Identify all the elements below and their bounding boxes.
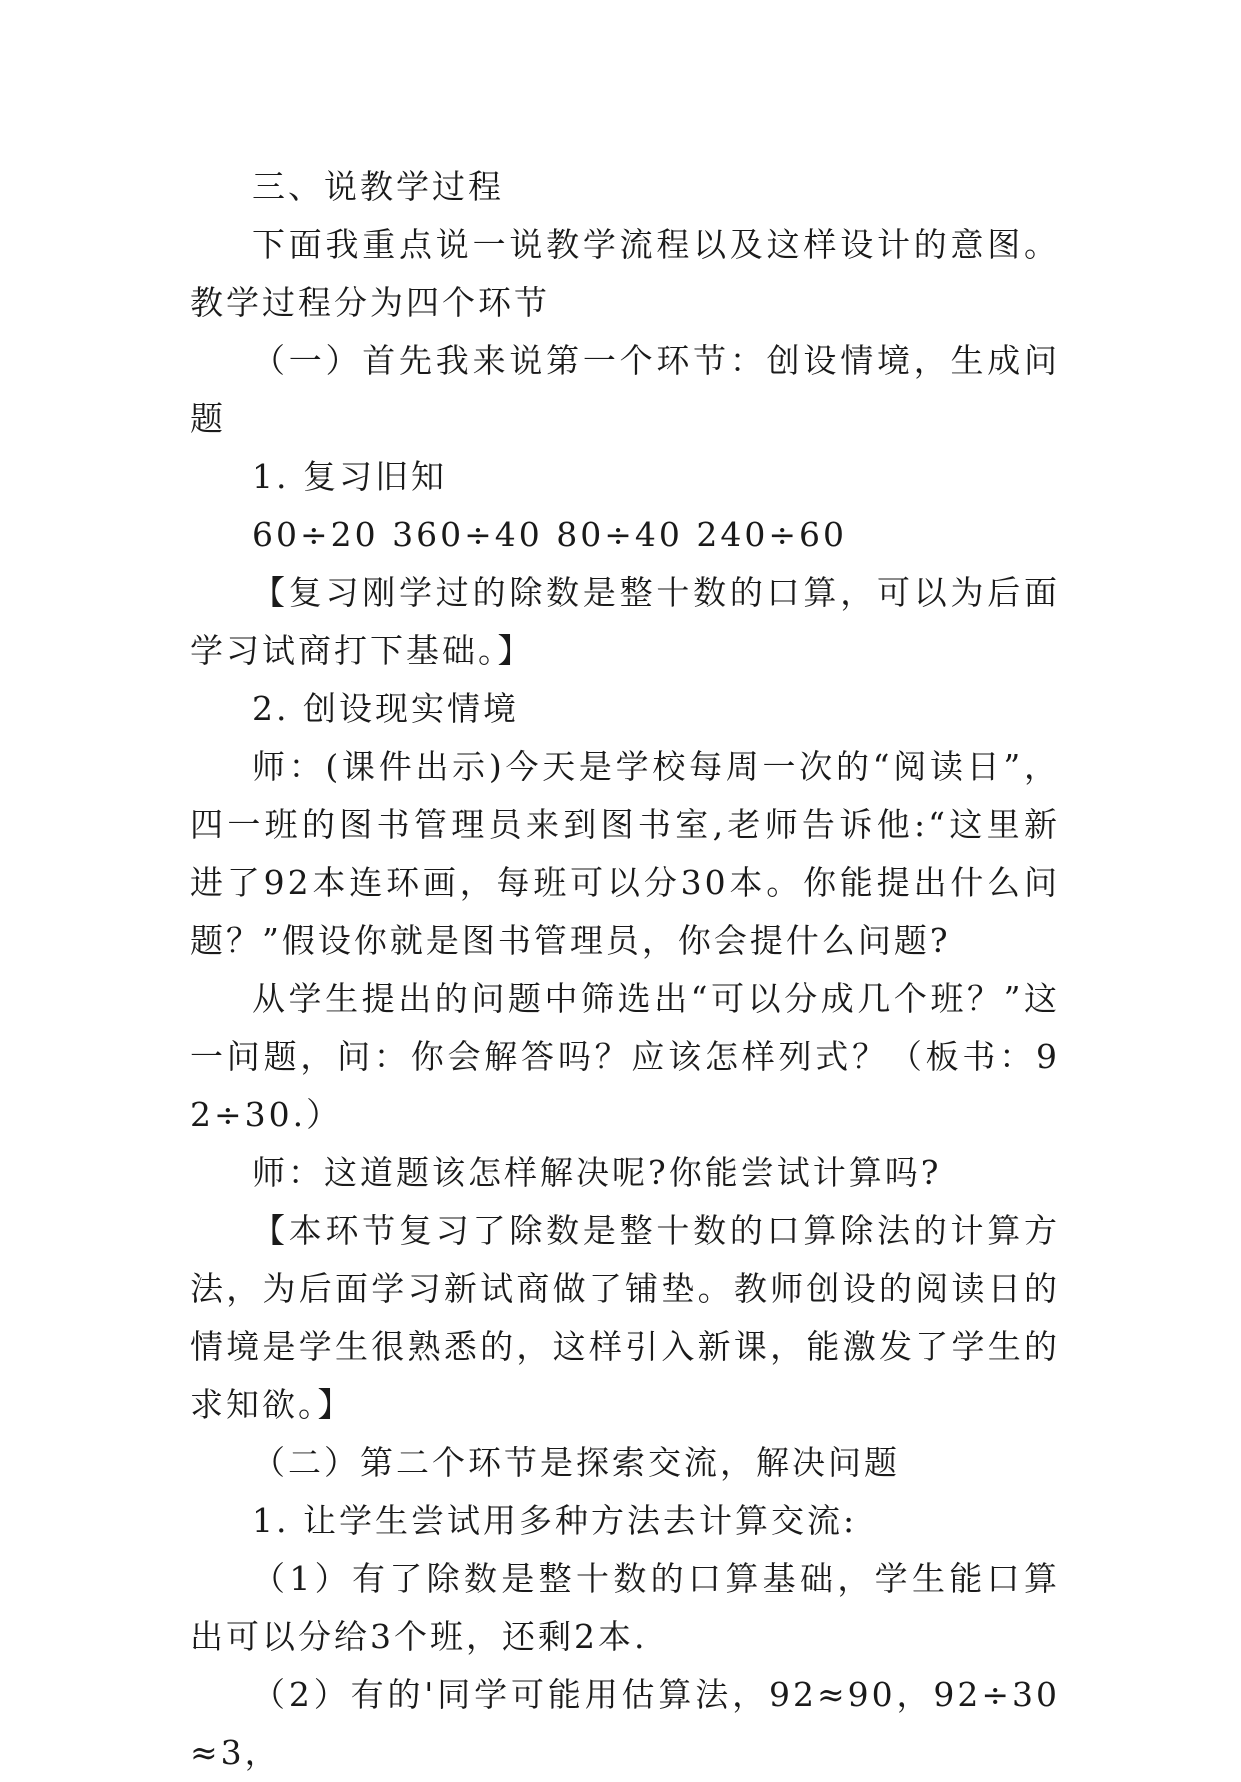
method-1: （1）有了除数是整十数的口算基础，学生能口算出可以分给3个班，还剩2本. — [190, 1559, 1060, 1656]
segment-note: 【本环节复习了除数是整十数的口算除法的计算方法，为后面学习新试商做了铺垫。教师创设的阅读日的情境是学生很熟悉的，这样引入新课，能激发了学生的求知欲。】 — [190, 1211, 1060, 1424]
review-note: 【复习刚学过的除数是整十数的口算，可以为后面学习试商打下基础。】 — [190, 573, 1060, 670]
step-try-methods: 1. 让学生尝试用多种方法去计算交流: — [252, 1501, 858, 1540]
subsection-heading-1: （一）首先我来说第一个环节：创设情境，生成问题 — [190, 341, 1060, 438]
section-heading: 三、说教学过程 — [252, 167, 504, 206]
step-scenario: 2. 创设现实情境 — [252, 689, 519, 728]
document-body — [190, 158, 1060, 1782]
review-exercises: 60÷20 360÷40 80÷40 240÷60 — [252, 515, 847, 554]
subsection-heading-2: （二）第二个环节是探索交流，解决问题 — [252, 1443, 900, 1482]
paragraph-intro: 下面我重点说一说教学流程以及这样设计的意图。教学过程分为四个环节 — [190, 225, 1060, 322]
method-2: （2）有的'同学可能用估算法，92≈90，92÷30≈3， — [190, 1675, 1060, 1772]
teacher-prompt: 师：这道题该怎样解决呢?你能尝试计算吗? — [252, 1153, 942, 1192]
student-question: 从学生提出的问题中筛选出“可以分成几个班？”这一问题，问：你会解答吗？应该怎样列式？（板书：92÷30.） — [190, 979, 1060, 1134]
teacher-dialogue: 师：(课件出示)今天是学校每周一次的“阅读日”，四一班的图书管理员来到图书室,老师告诉他:“这里新进了92本连环画，每班可以分30本。你能提出什么问题？”假设你就是图书管理员，你会提什么问题? — [190, 747, 1060, 960]
step-review: 1. 复习旧知 — [252, 457, 447, 496]
